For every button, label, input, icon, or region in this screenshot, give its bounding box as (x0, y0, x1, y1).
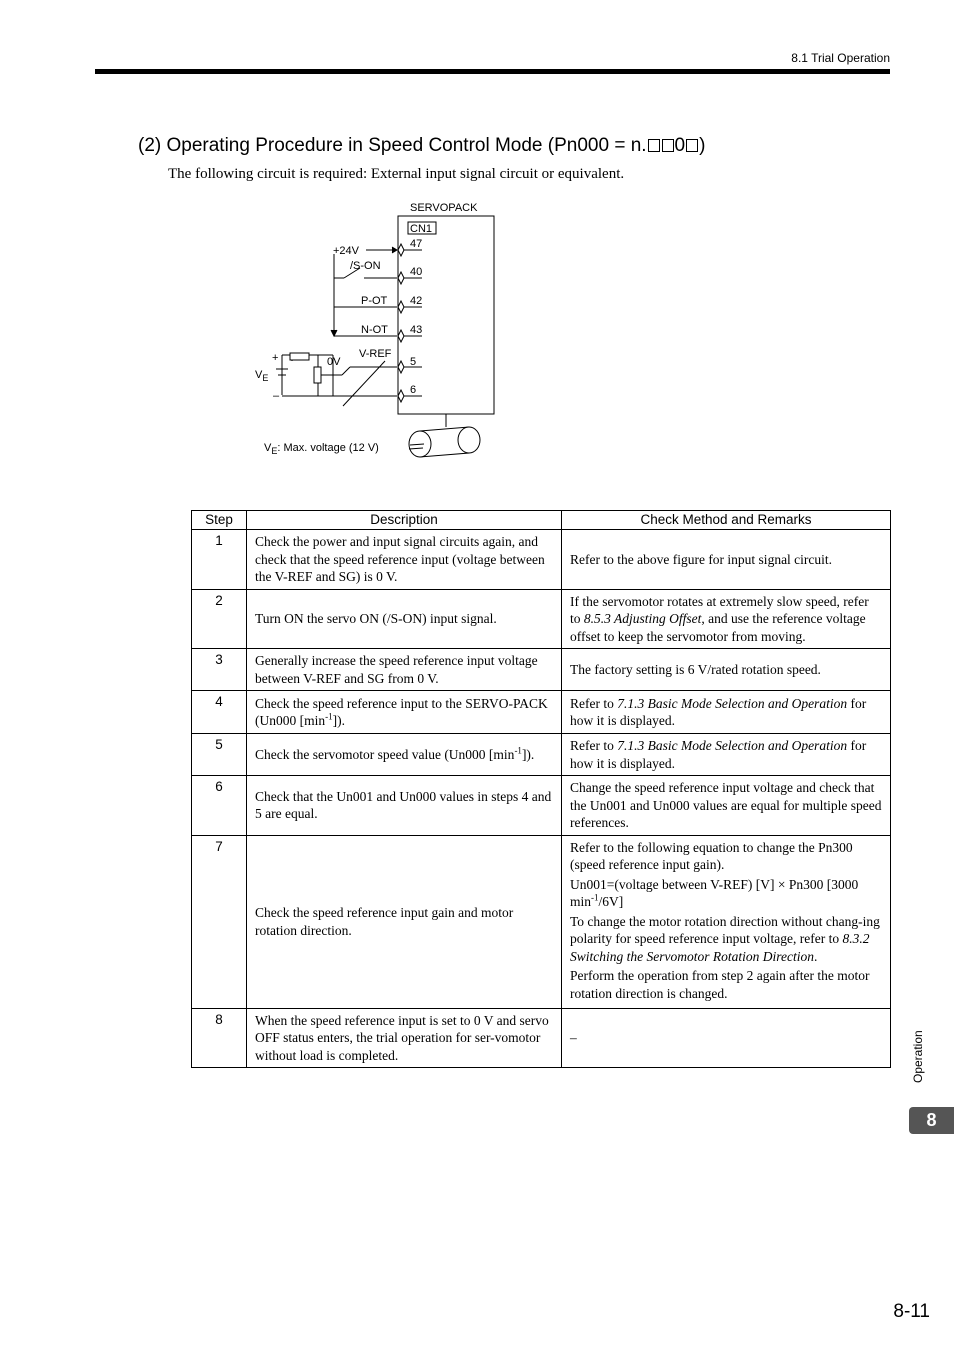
step-description: Check the speed reference input to the SERVO-PACK (Un000 $[\min^{-1}]$). (247, 691, 562, 734)
procedure-table (191, 510, 891, 1068)
cross-reference: 7.1.3 Basic Mode Selection and Operation (617, 738, 848, 753)
ve-label: $V_E$ (255, 369, 269, 383)
running-header: 8.1 Trial Operation (791, 51, 890, 65)
pin-43: 43 (410, 324, 423, 336)
chapter-side-label: Operation (911, 1030, 925, 1083)
table-row (192, 530, 891, 590)
step-check: – (562, 1008, 891, 1068)
placeholder-box-icon (686, 139, 698, 152)
servomotor-icon (409, 427, 480, 457)
step-number: 2 (192, 589, 247, 649)
chapter-tab: 8 (909, 1107, 954, 1134)
zero-volt-label: 0V (327, 356, 341, 368)
table-row (192, 734, 891, 776)
step-description: Check that the Un001 and Un000 values in steps 4 and 5 are equal. (247, 776, 562, 836)
step-number: 5 (192, 734, 247, 776)
step-description: Generally increase the speed reference input voltage between V-REF and SG from 0 V. (247, 649, 562, 691)
pin-42: 42 (410, 295, 423, 307)
step-check: Refer to 7.1.3 Basic Mode Selection and Operation for how it is displayed. (562, 734, 891, 776)
step-number: 7 (192, 835, 247, 1008)
pin-5: 5 (410, 356, 417, 368)
signal-n-ot: N-OT (361, 324, 388, 336)
plus-label: + (272, 352, 279, 364)
intro-paragraph: The following circuit is required: External input signal circuit or equivalent. (168, 166, 625, 182)
step-number: 1 (192, 530, 247, 590)
step-description: Check the power and input signal circuits again, and check that the speed reference input (voltage between the V-REF and SG) is 0 V. (247, 530, 562, 590)
step-description: Check the speed reference input gain and motor rotation direction. (247, 835, 562, 1008)
pin-6: 6 (410, 384, 417, 396)
section-title-mid: 0 (674, 135, 686, 156)
signal-p-ot: P-OT (361, 295, 388, 307)
table-row (192, 1008, 891, 1068)
step-check: If the servomotor rotates at extremely slow speed, refer to 8.5.3 Adjusting Offset, and use the reference voltage offset to keep the servomotor from moving. (562, 589, 891, 649)
header-rule (95, 69, 890, 74)
table-row (192, 835, 891, 1008)
section-title-prefix: (2) Operating Procedure in Speed Control Mode (Pn000 = n. (138, 135, 647, 156)
cross-reference: 8.5.3 Adjusting Offset (583, 611, 702, 626)
check-equation: Un001=(voltage between V-REF) [V] × Pn300 [3000 $\min^{-1}/6V$] (570, 876, 859, 910)
step-check: Refer to 7.1.3 Basic Mode Selection and Operation for how it is displayed. (562, 691, 891, 734)
cn1-label: CN1 (410, 223, 433, 235)
signal-s-on: /S-ON (350, 260, 381, 272)
step-description: Check the servomotor speed value (Un000 $[\min^{-1}]$). (247, 734, 562, 776)
step-number: 6 (192, 776, 247, 836)
step-number: 3 (192, 649, 247, 691)
step-number: 4 (192, 691, 247, 734)
pin-40: 40 (410, 266, 423, 278)
table-header-row (192, 511, 891, 530)
step-check: The factory setting is 6 V/rated rotation speed. (562, 649, 891, 691)
minus-label: – (273, 390, 280, 402)
supply-label: +24V (333, 245, 359, 257)
check-paragraph: To change the motor rotation direction without chang-ing polarity for speed reference input voltage, refer to 8.3.2 Switching the Servomotor Rotation Direction. (570, 913, 880, 964)
connector-terminals (398, 244, 404, 402)
step-check (562, 835, 891, 1008)
section-title (138, 135, 705, 157)
cross-reference: 7.1.3 Basic Mode Selection and Operation (617, 695, 848, 711)
page-number: 8-11 (893, 1301, 930, 1322)
header-check-method: Check Method and Remarks (562, 511, 891, 530)
header-description: Description (247, 511, 562, 530)
check-paragraph: Perform the operation from step 2 again after the motor rotation direction is changed. (570, 968, 870, 1001)
header-step: Step (192, 511, 247, 530)
table-row (192, 776, 891, 836)
table-row (192, 589, 891, 649)
step-number: 8 (192, 1008, 247, 1068)
check-paragraph: Refer to the following equation to change the Pn300 (speed reference input gain). (570, 839, 853, 873)
step-check: Refer to the above figure for input signal circuit. (562, 530, 891, 590)
circuit-diagram (240, 195, 500, 470)
ve-note: $V_E$: Max. voltage (12 V) (264, 442, 379, 456)
servopack-label: SERVOPACK (410, 202, 478, 214)
table-row (192, 691, 891, 734)
signal-v-ref: V-REF (359, 348, 392, 360)
cross-reference: 8.3.2 Switching the Servomotor Rotation Direction (570, 931, 870, 964)
step-description: When the speed reference input is set to 0 V and servo OFF status enters, the trial operation for ser-vomotor without load is completed. (247, 1008, 562, 1068)
section-title-suffix: ) (699, 135, 706, 156)
placeholder-box-icon (648, 139, 660, 152)
step-check: Change the speed reference input voltage and check that the Un001 and Un000 values are equal for multiple speed references. (562, 776, 891, 836)
placeholder-box-icon (662, 139, 674, 152)
step-description: Turn ON the servo ON (/S-ON) input signal. (247, 589, 562, 649)
table-row (192, 649, 891, 691)
pin-47: 47 (410, 238, 423, 250)
